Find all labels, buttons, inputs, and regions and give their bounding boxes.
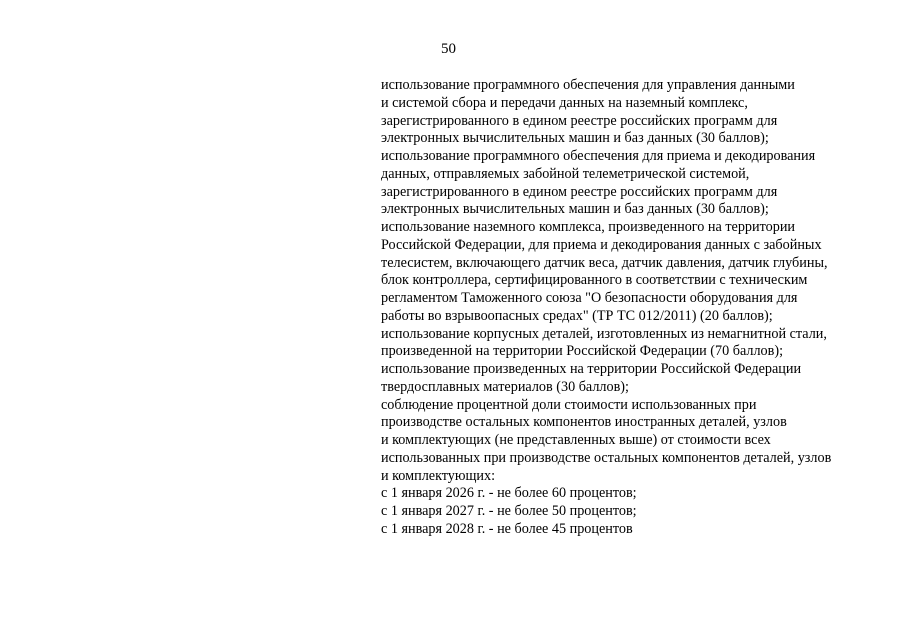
text-line: производстве остальных компонентов иностранных деталей, узлов: [381, 414, 787, 431]
text-line: произведенной на территории Российской Федерации (70 баллов);: [381, 343, 784, 360]
text-line: данных, отправляемых забойной телеметрической системой,: [381, 165, 750, 182]
text-line: работы во взрывоопасных средах" (ТР ТС 012/2011) (20 баллов);: [381, 307, 773, 324]
text-line: и комплектующих:: [381, 467, 496, 484]
text-line: использованных при производстве остальных компонентов деталей, узлов: [381, 449, 832, 466]
text-line: использование программного обеспечения для управления данными: [381, 77, 795, 93]
text-line: регламентом Таможенного союза "О безопасности оборудования для: [381, 290, 798, 306]
text-line: с 1 января 2027 г. - не более 50 процентов;: [381, 503, 637, 519]
body-text: [381, 77, 886, 539]
text-line: блок контроллера, сертифицированного в соответствии с техническим: [381, 272, 808, 289]
text-line: электронных вычислительных машин и баз данных (30 баллов);: [381, 130, 769, 147]
text-line: электронных вычислительных машин и баз данных (30 баллов);: [381, 201, 769, 218]
text-line: использование произведенных на территории Российской Федерации: [381, 361, 802, 377]
text-line: с 1 января 2028 г. - не более 45 процентов: [381, 520, 633, 537]
page-number: 50: [441, 41, 456, 57]
text-line: телесистем, включающего датчик веса, датчик давления, датчик глубины,: [381, 254, 828, 271]
text-line: использование корпусных деталей, изготовленных из немагнитной стали,: [381, 325, 827, 342]
text-line: использование наземного комплекса, произведенного на территории: [381, 219, 795, 235]
text-line: и комплектующих (не представленных выше) от стоимости всех: [381, 432, 771, 448]
text-line: использование программного обеспечения для приема и декодирования: [381, 148, 816, 164]
text-line: зарегистрированного в едином реестре российских программ для: [381, 183, 778, 200]
text-line: с 1 января 2026 г. - не более 60 процентов;: [381, 485, 637, 502]
text-line: зарегистрированного в едином реестре российских программ для: [381, 112, 778, 129]
text-line: соблюдение процентной доли стоимости использованных при: [381, 396, 757, 413]
text-line: твердосплавных материалов (30 баллов);: [381, 378, 629, 395]
text-line: и системой сбора и передачи данных на наземный комплекс,: [381, 94, 748, 111]
text-line: Российской Федерации, для приема и декодирования данных с забойных: [381, 236, 822, 253]
